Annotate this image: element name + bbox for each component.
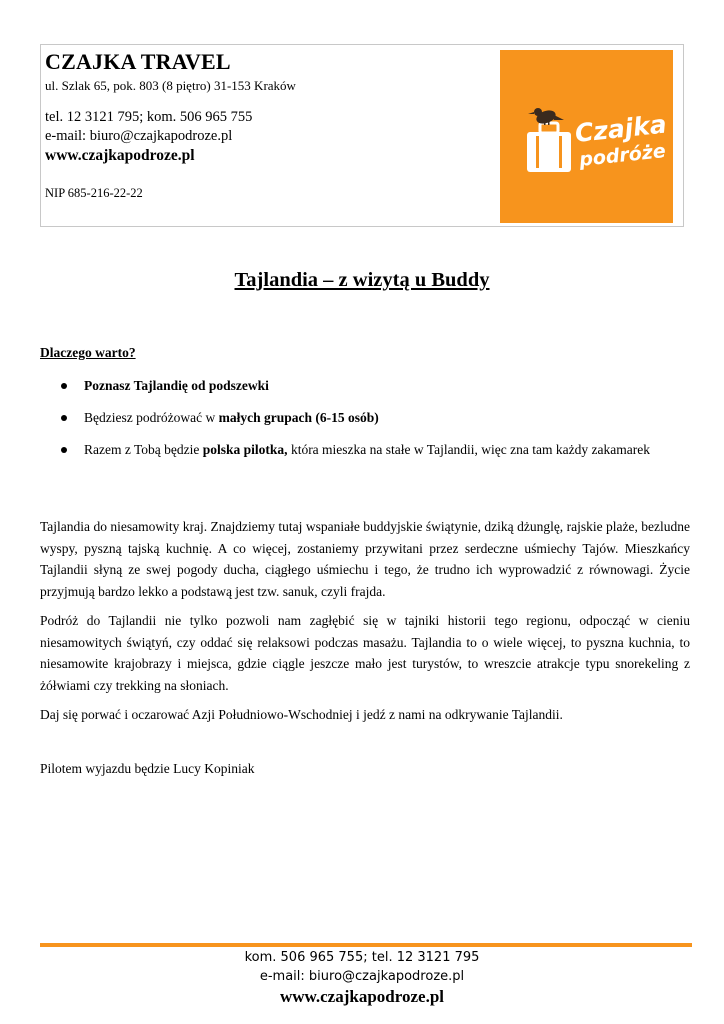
footer-divider	[40, 943, 692, 947]
paragraph: Daj się porwać i oczarować Azji Południowo-Wschodniej i jedź z nami na odkrywanie Tajlandii.	[40, 707, 563, 722]
footer-email: e-mail: biuro@czajkapodroze.pl	[259, 969, 465, 984]
pilot-info: Pilotem wyjazdu będzie Lucy Kopiniak	[40, 761, 255, 776]
bullet-item	[40, 376, 690, 396]
bullet-list	[40, 376, 690, 472]
footer-website: www.czajkapodroze.pl	[279, 987, 444, 1006]
bullet-text: Będziesz podróżować w	[84, 410, 219, 425]
paragraph: Tajlandia do niesamowity kraj. Znajdziemy tutaj wspaniałe buddyjskie świątynie, dziką dżunglę, rajskie plaże, bezludne wyspy, pyszną tajską kuchnię. A co więcej, zostaniemy przywitani przez serdeczne uśmiechy Tajów. Mieszkańcy Tajlandii słyną ze swej pogody ducha, ciągłego uśmiechu i tego, że trudno ich wyprowadzić z równowagi. Życie przyjmują bardzo lekko a podstawą jest tzw. sanuk, czyli frajda.	[40, 519, 690, 599]
document-title: Tajlandia – z wizytą u Buddy	[234, 269, 490, 291]
footer-phone: kom. 506 965 755; tel. 12 3121 795	[244, 950, 480, 965]
suitcase-icon	[527, 123, 571, 172]
bullet-dot-icon	[61, 447, 67, 453]
bullet-item	[40, 408, 690, 428]
section-heading: Dlaczego warto?	[40, 345, 136, 360]
bullet-item	[40, 440, 690, 460]
letterhead	[40, 44, 684, 227]
bullet-text: Razem z Tobą będzie	[84, 442, 203, 457]
footer	[0, 948, 724, 1008]
company-website: www.czajkapodroze.pl	[45, 147, 195, 164]
paragraph: Podróż do Tajlandii nie tylko pozwoli nam zagłębić się w tajniki historii tego regionu, odpocząć w cieniu niesamowitych świątyń, czy oddać się relaksowi podczas masażu. Tajlandia to o wiele więcej, to pyszna kuchnia, to niesamowite krajobrazy i miejsca, gdzie ciągle jeszcze mało jest turystów, to wreszcie atrakcje typu snorekeling z żółwiami czy trekking na słoniach.	[40, 613, 690, 693]
bullet-text: która mieszka na stałe w Tajlandii, więc zna tam każdy zakamarek	[287, 442, 650, 457]
logo-text-line1: Czajka	[573, 109, 668, 148]
company-email: e-mail: biuro@czajkapodroze.pl	[45, 128, 233, 144]
company-logo	[500, 50, 673, 223]
bullet-bold-text: Poznasz Tajlandię od podszewki	[84, 378, 269, 393]
company-phone: tel. 12 3121 795; kom. 506 965 755	[45, 109, 253, 125]
bullet-dot-icon	[61, 415, 67, 421]
body-text	[40, 516, 690, 734]
bullet-dot-icon	[61, 383, 67, 389]
bullet-bold-text: polska pilotka,	[202, 442, 288, 457]
company-nip: NIP 685-216-22-22	[45, 186, 143, 200]
company-address: ul. Szlak 65, pok. 803 (8 piętro) 31-153 Kraków	[45, 78, 296, 93]
bullet-bold-text: małych grupach (6-15 osób)	[218, 410, 379, 425]
company-name: CZAJKA TRAVEL	[45, 49, 231, 74]
logo-text-line2: podróże	[578, 140, 667, 171]
